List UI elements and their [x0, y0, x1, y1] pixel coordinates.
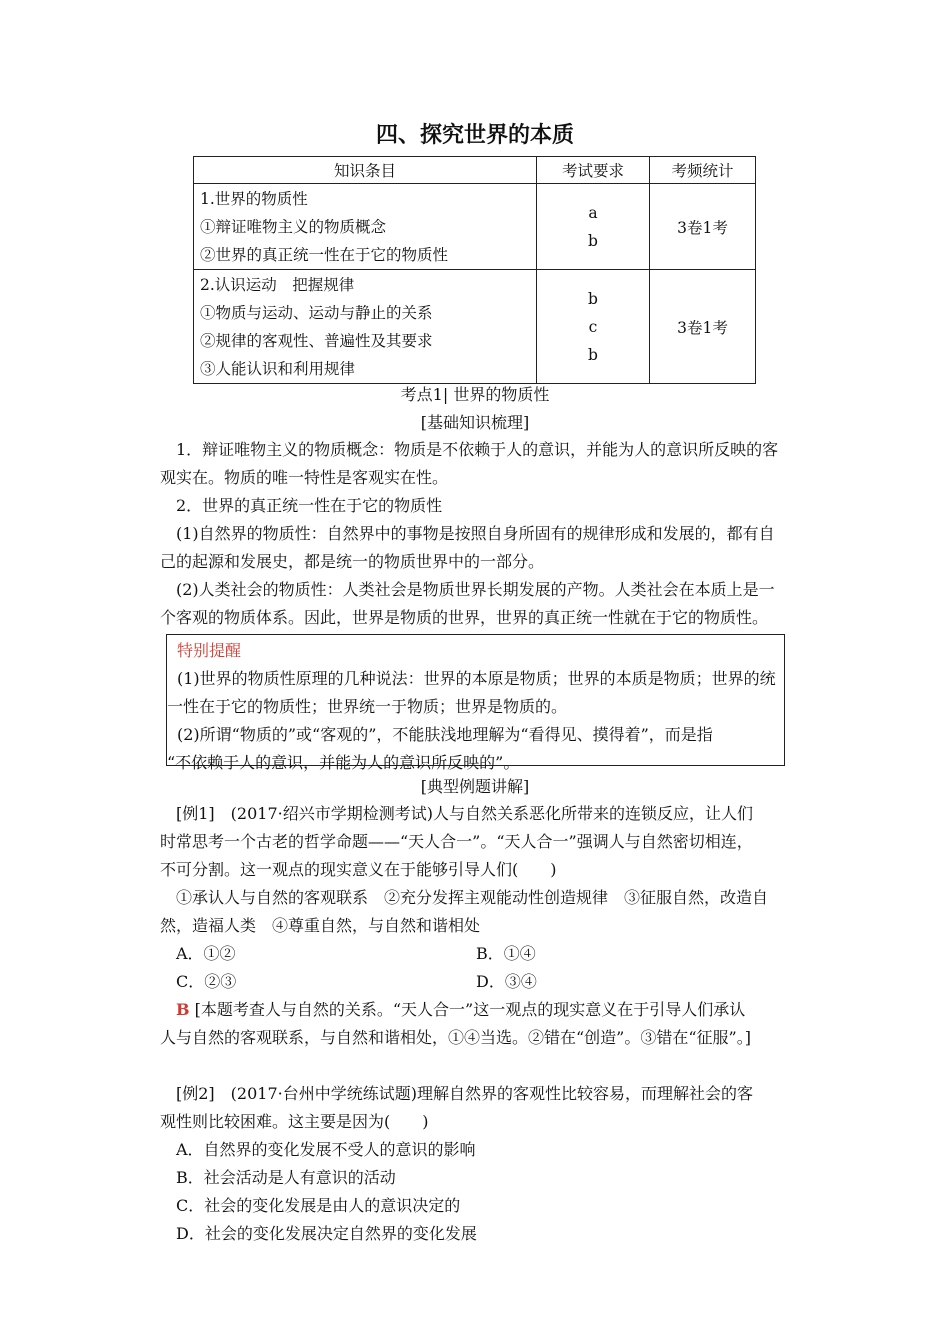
option-a: A．自然界的变化发展不受人的意识的影响: [176, 1140, 476, 1159]
knowledge-item: ①物质与运动、运动与静止的关系: [200, 303, 433, 322]
example-1: [160, 800, 806, 1052]
text-line: 己的起源和发展史，都是统一的物质世界中的一部分。: [160, 552, 545, 571]
text-line: 观实在。物质的唯一特性是客观实在性。: [160, 468, 449, 487]
table-row: [194, 270, 756, 384]
special-reminder-box: [166, 634, 785, 772]
requirement-level: b: [588, 231, 598, 250]
knowledge-item: ②世界的真正统一性在于它的物质性: [200, 245, 449, 264]
paragraph: [160, 436, 806, 632]
answer-line: [176, 996, 806, 1024]
subsection-heading: [基础知识梳理]: [420, 413, 530, 432]
text-line: [例1] (2017·绍兴市学期检测考试)人与自然关系恶化所带来的连锁反应，让人们: [176, 804, 753, 823]
requirement-level: c: [588, 317, 598, 336]
options-row: [176, 968, 806, 996]
frequency-cell: 3卷1考: [650, 184, 756, 270]
requirements-table: [193, 156, 756, 384]
option-c: C．②③: [176, 972, 237, 991]
option-d: D．③④: [476, 972, 537, 991]
requirement-level: b: [588, 345, 598, 364]
page-title: 四、探究世界的本质: [375, 123, 574, 148]
text-line: (2)所谓“物质的”或“客观的”，不能肤浅地理解为“看得见、摸得着”，而是指: [177, 725, 713, 744]
requirement-cell: [537, 184, 650, 270]
option-b: B．社会活动是人有意识的活动: [176, 1168, 396, 1187]
col-header-knowledge: 知识条目: [194, 157, 537, 184]
text-line: 然，造福人类 ④尊重自然，与自然和谐相处: [160, 916, 481, 935]
option-a: A．①②: [176, 944, 236, 963]
requirement-level: a: [588, 203, 598, 222]
knowledge-cell: [194, 270, 537, 384]
text-line: 观性则比较困难。这主要是因为( ): [160, 1112, 429, 1131]
knowledge-item: ①辩证唯物主义的物质概念: [200, 217, 387, 236]
text-line: 2．世界的真正统一性在于它的物质性: [176, 496, 443, 515]
text-line: (1)世界的物质性原理的几种说法：世界的本原是物质；世界的本质是物质；世界的统: [177, 669, 776, 688]
table-row: [194, 184, 756, 270]
text-line: 不可分割。这一观点的现实意义在于能够引导人们( ): [160, 860, 557, 879]
knowledge-item: 2.认识运动 把握规律: [200, 275, 355, 294]
reminder-label: 特别提醒: [177, 641, 242, 660]
options-row: [176, 940, 806, 968]
knowledge-item: ③人能认识和利用规律: [200, 359, 356, 378]
col-header-requirement: 考试要求: [537, 157, 650, 184]
table-header-row: [194, 157, 756, 184]
text-line: 一性在于它的物质性；世界统一于物质；世界是物质的。: [167, 697, 568, 716]
option-b: B．①④: [476, 944, 536, 963]
frequency-cell: 3卷1考: [650, 270, 756, 384]
subsection-heading: [典型例题讲解]: [420, 777, 530, 796]
knowledge-item: 1.世界的物质性: [200, 189, 308, 208]
requirement-level: b: [588, 289, 598, 308]
answer-letter: B: [176, 1000, 190, 1019]
knowledge-cell: [194, 184, 537, 270]
section-heading: 考点1| 世界的物质性: [400, 385, 550, 404]
answer-explanation: [本题考查人与自然的关系。“天人合一”这一观点的现实意义在于引导人们承认: [194, 1000, 746, 1019]
option-d: D．社会的变化发展决定自然界的变化发展: [176, 1224, 477, 1243]
text-line: (2)人类社会的物质性：人类社会是物质世界长期发展的产物。人类社会在本质上是一: [176, 580, 775, 599]
text-line: 时常思考一个古老的哲学命题——“天人合一”。“天人合一”强调人与自然密切相连，: [160, 832, 753, 851]
requirement-cell: [537, 270, 650, 384]
text-line: 1．辩证唯物主义的物质概念：物质是不依赖于人的意识，并能为人的意识所反映的客: [176, 440, 779, 459]
option-c: C．社会的变化发展是由人的意识决定的: [176, 1196, 461, 1215]
col-header-frequency: 考频统计: [650, 157, 756, 184]
text-line: 个客观的物质体系。因此，世界是物质的世界，世界的真正统一性就在于它的物质性。: [160, 608, 769, 627]
text-line: “不依赖于人的意识，并能为人的意识所反映的”。: [167, 753, 520, 772]
text-line: (1)自然界的物质性：自然界中的事物是按照自身所固有的规律形成和发展的，都有自: [176, 524, 775, 543]
example-2: [160, 1080, 806, 1248]
text-line: 人与自然的客观联系，与自然和谐相处，①④当选。②错在“创造”。③错在“征服”。]: [160, 1028, 751, 1047]
text-line: ①承认人与自然的客观联系 ②充分发挥主观能动性创造规律 ③征服自然，改造自: [176, 888, 769, 907]
text-line: [例2] (2017·台州中学统练试题)理解自然界的客观性比较容易，而理解社会的客: [176, 1084, 753, 1103]
knowledge-item: ②规律的客观性、普遍性及其要求: [200, 331, 433, 350]
